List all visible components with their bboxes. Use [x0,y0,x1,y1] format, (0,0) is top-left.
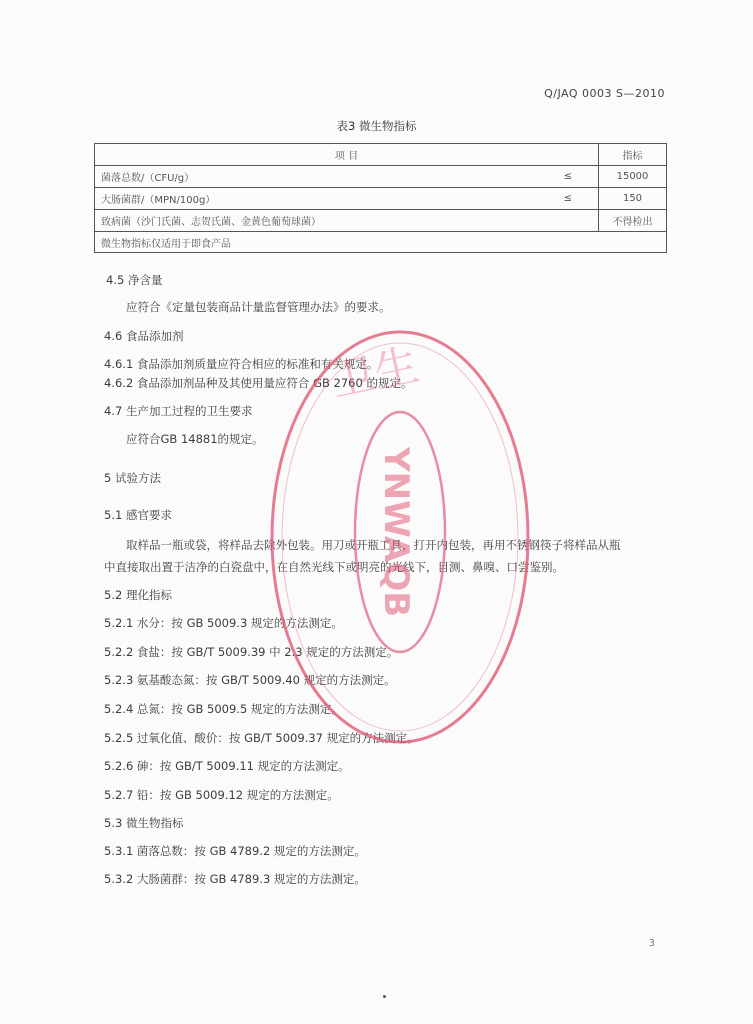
header-item: 项 目 [95,144,599,166]
page-number: 3 [648,938,655,949]
row-symbol: ≤ [523,166,598,188]
section-5-3-1: 5.3.1 菌落总数：按 GB 4789.2 规定的方法测定。 [104,844,366,858]
section-5-2-4: 5.2.4 总氮：按 GB 5009.5 规定的方法测定。 [104,702,343,716]
table-row [95,210,667,232]
section-4-6: 4.6 食品添加剂 [104,329,184,343]
row-value: 15000 [599,166,667,188]
section-5-2-6: 5.2.6 砷：按 GB/T 5009.11 规定的方法测定。 [104,759,350,773]
row-item: 大肠菌群/（MPN/100g） [95,188,524,210]
row-symbol [523,210,598,232]
row-value: 不得检出 [599,210,667,232]
scan-speck [383,995,386,998]
table-title: 表3 微生物指标 [336,119,417,133]
svg-text:卫生: 卫生 [326,339,424,408]
table-note-row [95,232,667,253]
section-4-6-1: 4.6.1 食品添加剂质量应符合相应的标准和有关规定。 [104,357,379,371]
section-4-5: 4.5 净含量 [106,273,163,287]
row-value: 150 [599,188,667,210]
row-symbol: ≤ [523,188,598,210]
svg-text:YNWAQB: YNWAQB [376,447,416,618]
microbiology-table [94,143,667,253]
row-item: 致病菌（沙门氏菌、志贺氏菌、金黄色葡萄球菌） [95,210,524,232]
table-row [95,188,667,210]
section-5-2-3: 5.2.3 氨基酸态氮：按 GB/T 5009.40 规定的方法测定。 [104,673,396,687]
row-item: 菌落总数/（CFU/g） [95,166,524,188]
section-5-1: 5.1 感官要求 [104,508,172,522]
section-5-2-1: 5.2.1 水分：按 GB 5009.3 规定的方法测定。 [104,616,343,630]
standard-number: Q/JAQ 0003 S—2010 [544,87,665,100]
section-5-3-2: 5.3.2 大肠菌群：按 GB 4789.3 规定的方法测定。 [104,872,366,886]
table-header-row [95,144,667,166]
section-5: 5 试验方法 [104,471,161,485]
section-5-2-7: 5.2.7 铅：按 GB 5009.12 规定的方法测定。 [104,788,339,802]
section-4-5-text: 应符合《定量包装商品计量监督管理办法》的要求。 [126,300,391,314]
section-5-2-5: 5.2.5 过氧化值、酸价：按 GB/T 5009.37 规定的方法测定。 [104,731,419,745]
section-5-1-text-1: 取样品一瓶或袋，将样品去除外包装。用刀或开瓶工具，打开内包装，再用不锈钢筷子将样品从瓶 [126,538,621,552]
table-note: 微生物指标仅适用于即食产品 [95,232,667,253]
section-4-7-text: 应符合GB 14881的规定。 [126,432,264,446]
table-row [95,166,667,188]
section-5-2-2: 5.2.2 食盐：按 GB/T 5009.39 中 2.3 规定的方法测定。 [104,645,399,659]
section-4-7: 4.7 生产加工过程的卫生要求 [104,404,253,418]
section-5-1-text-2: 中直接取出置于洁净的白瓷盘中，在自然光线下或明亮的光线下，目测、鼻嗅、口尝鉴别。 [104,560,564,574]
section-5-2: 5.2 理化指标 [104,588,172,602]
section-4-6-2: 4.6.2 食品添加剂品种及其使用量应符合 GB 2760 的规定。 [104,376,413,390]
header-index: 指标 [599,144,667,166]
section-5-3: 5.3 微生物指标 [104,816,184,830]
